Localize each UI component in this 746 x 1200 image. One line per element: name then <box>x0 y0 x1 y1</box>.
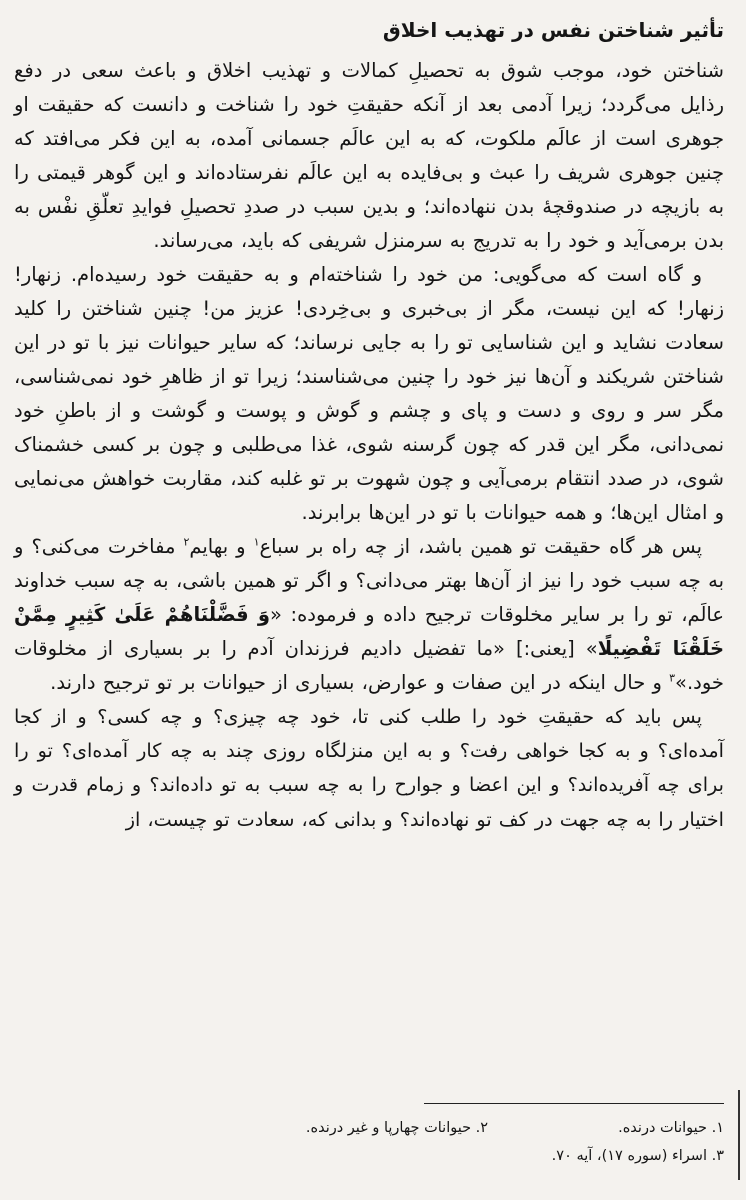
footnote-3: ۳. اسراء (سوره ۱۷)، آیه ۷۰. <box>551 1148 724 1164</box>
paragraph-3-part-e: و حال اینکه در این صفات و عوارض، بسیاری از حیوانات بر تو ترجیح دارند. <box>50 671 670 694</box>
footnote-1: ۱. حیوانات درنده. <box>618 1120 724 1136</box>
quran-verse: وَ فَضَّلْنَاهُمْ عَلَىٰ كَثِيرٍ مِمَّنْ خَلَقْنَا تَفْضِيلًا <box>14 603 724 660</box>
paragraph-2 <box>14 258 724 530</box>
paragraph-3-part-a: پس هر گاه حقیقت تو همین باشد، از چه راه بر سباع <box>259 535 702 558</box>
footnote-ref-2: ۲ <box>183 535 190 549</box>
footnote-ref-3: ۳ <box>669 671 676 685</box>
footnote-divider <box>424 1103 724 1104</box>
page-edge-mark <box>738 1090 740 1180</box>
paragraph-3-part-c: مفاخرت می‌کنی؟ و به چه سبب خود را نیز از آن‌ها بهتر می‌دانی؟ و اگر تو همین باشی، به چه سبب خداوند عالَم، تو را بر سایر مخلوقات ترجیح داده و فرموده: « <box>14 535 724 626</box>
paragraph-1: شناختن خود، موجب شوق به تحصیلِ کمالات و تهذیب اخلاق و باعث سعی در دفع رذایل می‌گردد؛ زیرا آدمی بعد از آنکه حقیقتِ خود را شناخت و دانست که حقیقت او جوهری است از عالَم ملکوت، که به این عالَم جسمانی آمده، به این فکر می‌افتد که چنین جوهری شریف را عبث و بی‌فایده به این عالَم نفرستاده‌اند و این گوهر قیمتی را به بازیچه در صندوقچهٔ بدن ننهاده‌اند؛ و بدین سبب در صددِ تحصیلِ فوایدِ تعلّقِ نفْس به بدن برمی‌آید و خود را به تدریج به سرمنزل شریفی که باید، می‌رساند. <box>14 59 724 252</box>
paragraph-4 <box>14 700 724 837</box>
footnote-ref-1: ۱ <box>253 535 260 549</box>
paragraph-3-part-d: » [یعنی:] «ما تفضیل دادیم فرزندان آدم را بر بسیاری از مخلوقات خود.» <box>14 637 724 694</box>
footnote-2: ۲. حیوانات چهارپا و غیر درنده. <box>305 1120 489 1136</box>
paragraph-3-part-b: و بهایم <box>189 535 254 558</box>
footnotes <box>30 1114 724 1170</box>
paragraph-3 <box>14 530 724 700</box>
section-title: تأثیر شناختن نفس در تهذیب اخلاق <box>382 18 724 42</box>
paragraph-2-text: و گاه است که می‌گویی: من خود را شناخته‌ام و به حقیقت خود رسیده‌ام. زنهار! زنهار! که این نیست، مگر از بی‌خبری و بی‌خِردی! عزیز من! چنین شناختن را کلید سعادت نشاید و این شناسایی تو را به جایی نرساند؛ که سایر حیوانات نیز با تو در این شناختن شریکند و آن‌ها نیز خود را چنین می‌شناسند؛ زیرا تو از ظاهرِ خود نمی‌شناسی، مگر سر و روی و دست و پای و چشم و گوش و پوست و گوشت و از باطنِ خود نمی‌دانی، مگر این قدر که چون گرسنه شوی، غذا می‌طلبی و چون بر کسی خشمناک شوی، در صدد انتقام برمی‌آیی و چون شهوت بر تو غلبه کند، مقاربت خواهش می‌نمایی و امثال این‌ها؛ و همه حیوانات با تو در این‌ها برابرند. <box>14 263 724 524</box>
paragraph-4-text: پس باید که حقیقتِ خود را طلب کنی تا، خود چه چیزی؟ و چه کسی؟ و از کجا آمده‌ای؟ و به کجا خواهی رفت؟ و به این منزلگاه روزی چند به چه کار آمده‌ای؟ تو را برای چه آفریده‌اند؟ و این اعضا و جوارح را به چه سبب به تو داده‌اند؟ و زمام قدرت و اختیار را به چه جهت در کف تو نهاده‌اند؟ و بدانی که، سعادت تو چیست، از <box>14 705 724 831</box>
footnote-row <box>30 1114 724 1142</box>
